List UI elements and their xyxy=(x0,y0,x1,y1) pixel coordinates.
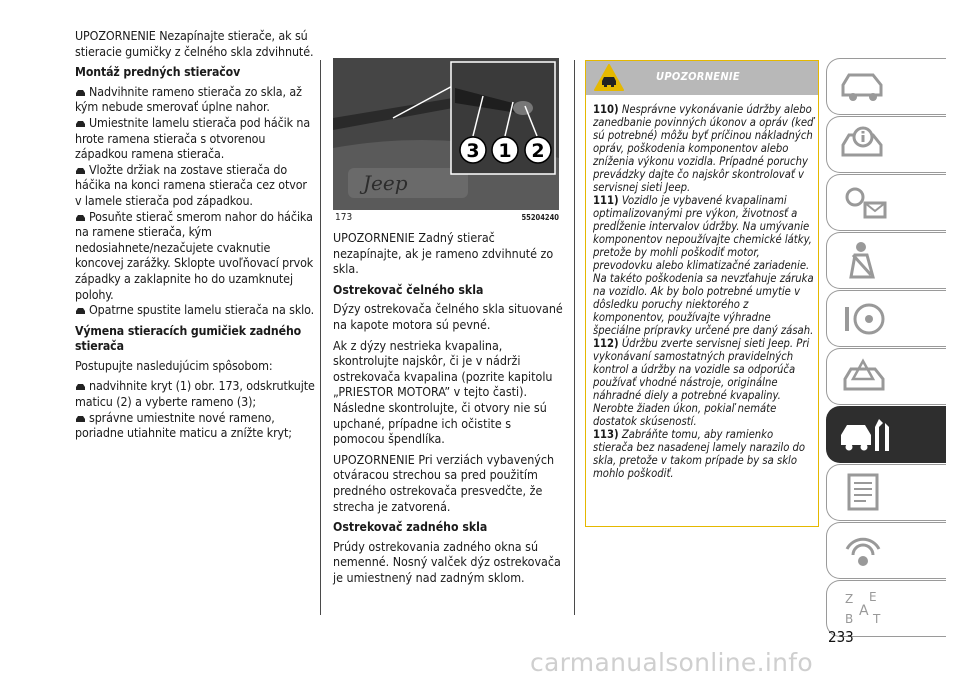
car-bullet-icon xyxy=(75,167,86,175)
warning-item: 112) Údržbu zverte servisnej sieti Jeep. Pri vykonávaní samostatných pravidelných kontrol a údržby na vozidle sa odporúča používať vhodné nástroje, originálne náhradné diely a potrebné kvapaliny. Nerobte žiaden úkon, pokiaľ nemáte dostatok skúseností. xyxy=(593,337,810,428)
multimedia-icon xyxy=(839,529,891,573)
warning-box xyxy=(585,60,819,527)
svg-text:Jeep: Jeep xyxy=(363,171,408,195)
section-heading-front-wipers: Montáž predných stieračov xyxy=(75,65,241,80)
car-dashboard-icon xyxy=(839,65,891,109)
maintenance-car-wrench-icon xyxy=(839,413,891,457)
section-heading-windshield-washer: Ostrekovač čelného skla xyxy=(333,282,484,297)
car-bullet-icon xyxy=(75,89,86,97)
callout-1: 1 xyxy=(498,140,512,162)
bullet-item: Umiestnite lamelu stierača pod háčik na hrote ramena stierača s otvorenou západkou ramena stierača. xyxy=(75,114,311,162)
figure-number: 173 xyxy=(335,212,353,223)
bullet-item: Posuňte stierač smerom nahor do háčika na ramene stierača, kým nedosiahnete/nezačujete cvaknutie koncovej zarážky. Sklopte uvoľňovací prvok západky a zaklapnite ho do uzamknutej polohy. xyxy=(75,208,314,302)
tab-starting-driving[interactable] xyxy=(826,290,946,347)
bullet-item: nadvihnite kryt (1) obr. 173, odskrutkujte maticu (2) a vyberte rameno (3); xyxy=(75,378,315,410)
figure-code: 55204240 xyxy=(521,213,559,222)
rear-wiper-illustration xyxy=(333,58,559,210)
tab-dashboard[interactable] xyxy=(826,58,946,115)
callout-3: 3 xyxy=(466,140,480,162)
bullet-item: správne umiestnite nové rameno, poriadne utiahnite maticu a znížte kryt; xyxy=(75,409,292,441)
tab-maintenance[interactable] xyxy=(826,406,946,463)
note-paragraph: UPOZORNENIE Zadný stierač nezapínajte, ak je rameno zdvihnuté zo skla. xyxy=(333,230,554,277)
paragraph: Prúdy ostrekovania zadného okna sú nemenné. Nosný valček dýz ostrekovača je umiestnený nad zadným sklom. xyxy=(333,538,561,585)
svg-text:A: A xyxy=(859,603,869,619)
svg-text:Z: Z xyxy=(845,592,854,606)
car-bullet-icon xyxy=(75,120,86,128)
warning-item: 110) Nesprávne vykonávanie údržby alebo zanedbanie povinných úkonov a opráv (keď sú potrebné) môžu byť príčinou nákladných opráv, poškodenia komponentov alebo zníženia výkonu vozidla. Prípadné poruchy prevádzky dajte čo najskôr skontrolovať v servisnej sieti Jeep. xyxy=(593,103,814,194)
warning-item: 111) Vozidlo je vybavené kvapalinami optimalizovanými pre výkon, životnosť a predĺženie intervalov údržby. Na umývanie komponentov nepoužívajte chemické látky, pretože by mohli poškodiť motor, prevodovku alebo klimatizačné zariadenie. Na takéto poškodenia sa nevzťahuje záruka na vozidlo. Ak by bolo potrebné umytie v dôsledku poruchy niektorého z komponentov, používajte výhradne špeciálne prípravky určené pre daný zásah. xyxy=(593,194,814,337)
tab-lights-warnings[interactable] xyxy=(826,174,946,231)
car-bullet-icon xyxy=(75,383,86,391)
emergency-icon xyxy=(839,355,891,399)
warning-item: 113) Zabráňte tomu, aby ramienko stierača bez nasadenej lamely narazilo do skla, pretože v takom prípade by sa sklo mohlo poškodiť. xyxy=(593,428,806,480)
safety-seatbelt-icon xyxy=(839,239,891,283)
index-alphabet-icon xyxy=(839,587,891,631)
page-number: 233 xyxy=(828,628,854,646)
svg-text:B: B xyxy=(845,612,854,626)
tab-vehicle-info[interactable] xyxy=(826,116,946,173)
intro-paragraph: Postupujte nasledujúcim spôsobom: xyxy=(75,357,273,373)
callout-2: 2 xyxy=(531,140,545,162)
tab-technical-data[interactable] xyxy=(826,464,946,521)
warning-text xyxy=(593,103,815,480)
note-paragraph: UPOZORNENIE Nezapínajte stierače, ak sú stieracie gumičky z čelného skla zdvihnuté. xyxy=(75,28,314,59)
paragraph: Ak z dýzy nestrieka kvapalina, skontrolujte najskôr, či je v nádrži ostrekovača kvapalina (pozrite kapitolu „PRIESTOR MOTORA” v tejto časti). Následne skontrolujte, či otvory nie sú upchané, prípadne ich očistite s pomocou špendlíka. xyxy=(333,337,553,447)
car-bullet-icon xyxy=(75,415,86,423)
warning-title: UPOZORNENIE xyxy=(656,70,740,83)
column-middle xyxy=(333,230,565,590)
lights-warning-icon xyxy=(839,181,891,225)
tab-emergency[interactable] xyxy=(826,348,946,405)
warning-car-icon xyxy=(594,64,624,92)
rear-wiper-figure xyxy=(333,58,559,210)
svg-text:T: T xyxy=(873,612,881,626)
car-bullet-icon xyxy=(75,214,86,222)
column-left xyxy=(75,28,315,441)
technical-data-icon xyxy=(839,471,891,515)
bullet-item: Vložte držiak na zostave stierača do háčika na konci ramena stierača cez otvor v lamele stierača pod západkou. xyxy=(75,161,307,208)
column-divider xyxy=(574,60,575,615)
steering-start-icon xyxy=(839,297,891,341)
paragraph: Dýzy ostrekovača čelného skla situované na kapote motora sú pevné. xyxy=(333,301,563,332)
car-bullet-icon xyxy=(75,307,86,315)
info-car-icon xyxy=(839,123,891,167)
svg-text:E: E xyxy=(869,590,877,604)
column-divider xyxy=(320,60,321,615)
tab-multimedia[interactable] xyxy=(826,522,946,579)
watermark: carmanualsonline.info xyxy=(530,648,813,677)
section-heading-rear-wiper: Výmena stieracích gumičiek zadného stierača xyxy=(75,323,302,354)
tab-safety[interactable] xyxy=(826,232,946,289)
bullet-item: Nadvihnite rameno stierača zo skla, až kým nebude smerovať úplne nahor. xyxy=(75,83,302,115)
warning-header xyxy=(586,61,818,95)
note-paragraph: UPOZORNENIE Pri verziách vybavených otváracou strechou sa pred použitím predného ostrekovača presvedčte, že strecha je zatvorená. xyxy=(333,451,555,514)
section-heading-rear-washer: Ostrekovač zadného skla xyxy=(333,520,488,535)
bullet-item: Opatrne spustite lamelu stierača na sklo. xyxy=(75,302,315,318)
